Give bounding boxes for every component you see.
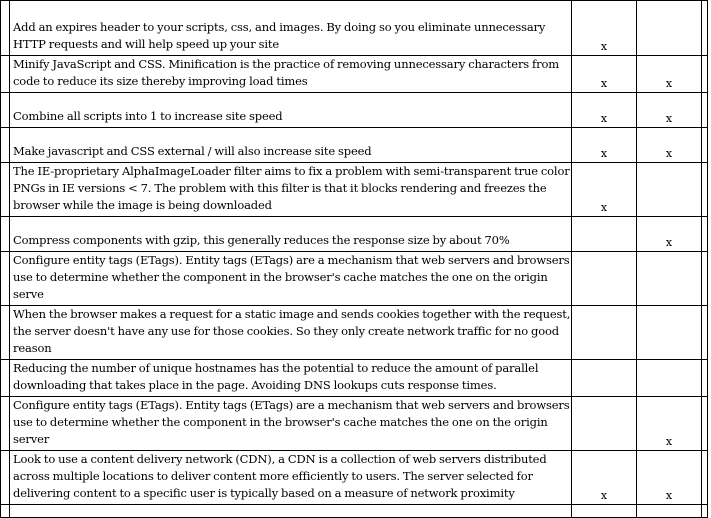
- edge-cell[interactable]: [702, 360, 708, 397]
- description-cell[interactable]: [10, 252, 572, 306]
- table-row: [1, 306, 708, 360]
- mark-cell-col2[interactable]: [637, 306, 702, 360]
- table-row: [1, 217, 708, 252]
- description-cell[interactable]: [10, 1, 572, 56]
- table-row: [1, 1, 708, 56]
- mark-cell-col2[interactable]: [637, 397, 702, 451]
- mark-cell-col2[interactable]: [637, 56, 702, 93]
- description-text: The IE-proprietary AlphaImageLoader filter aims to fix a problem with semi-transparent true color PNGs in IE versions < 7. The problem with this filter is that it blocks rendering and freezes the browser while the image is being downloaded: [13, 164, 570, 212]
- row-gutter-cell[interactable]: [1, 56, 10, 93]
- mark-text: x: [665, 435, 673, 448]
- row-gutter-cell[interactable]: [1, 505, 10, 518]
- table-row: [1, 93, 708, 128]
- mark-cell-col2[interactable]: [637, 1, 702, 56]
- edge-cell[interactable]: [702, 163, 708, 217]
- mark-cell-col2[interactable]: [637, 163, 702, 217]
- mark-text: x: [600, 112, 608, 125]
- empty-cell[interactable]: [10, 505, 572, 518]
- description-cell[interactable]: [10, 217, 572, 252]
- description-cell[interactable]: [10, 360, 572, 397]
- description-text: Reducing the number of unique hostnames has the potential to reduce the amount of parallel downloading that takes place in the page. Avoiding DNS lookups cuts response times.: [13, 361, 539, 392]
- mark-cell-col1[interactable]: [572, 93, 637, 128]
- empty-cell[interactable]: [637, 505, 702, 518]
- table-row: [1, 505, 708, 518]
- mark-cell-col1[interactable]: [572, 217, 637, 252]
- description-text: Add an expires header to your scripts, css, and images. By doing so you eliminate unnecessary HTTP requests and will help speed up your site: [13, 20, 546, 51]
- row-gutter-cell[interactable]: [1, 1, 10, 56]
- row-gutter-cell[interactable]: [1, 128, 10, 163]
- mark-text: x: [600, 40, 608, 53]
- mark-text: x: [665, 489, 673, 502]
- row-gutter-cell[interactable]: [1, 451, 10, 505]
- edge-cell[interactable]: [702, 397, 708, 451]
- description-text: Combine all scripts into 1 to increase site speed: [13, 109, 283, 123]
- table-row: [1, 397, 708, 451]
- mark-cell-col2[interactable]: [637, 128, 702, 163]
- mark-text: x: [600, 201, 608, 214]
- mark-text: x: [600, 147, 608, 160]
- mark-text: x: [600, 77, 608, 90]
- mark-cell-col2[interactable]: [637, 93, 702, 128]
- mark-cell-col1[interactable]: [572, 306, 637, 360]
- table-row: [1, 451, 708, 505]
- edge-cell[interactable]: [702, 93, 708, 128]
- description-text: Configure entity tags (ETags). Entity tags (ETags) are a mechanism that web servers and browsers use to determine whether the component in the browser's cache matches the one on the origin serve: [13, 253, 570, 301]
- description-cell[interactable]: [10, 163, 572, 217]
- description-text: When the browser makes a request for a static image and sends cookies together with the request, the server doesn't have any use for those cookies. So they only create network traffic for no good reason: [13, 307, 571, 355]
- mark-text: x: [665, 112, 673, 125]
- row-gutter-cell[interactable]: [1, 163, 10, 217]
- edge-cell[interactable]: [702, 1, 708, 56]
- description-cell[interactable]: [10, 451, 572, 505]
- edge-cell[interactable]: [702, 56, 708, 93]
- row-gutter-cell[interactable]: [1, 217, 10, 252]
- table-row: [1, 56, 708, 93]
- edge-cell[interactable]: [702, 252, 708, 306]
- mark-cell-col1[interactable]: [572, 56, 637, 93]
- row-gutter-cell[interactable]: [1, 360, 10, 397]
- edge-cell[interactable]: [702, 505, 708, 518]
- row-gutter-cell[interactable]: [1, 252, 10, 306]
- edge-cell[interactable]: [702, 217, 708, 252]
- mark-cell-col1[interactable]: [572, 128, 637, 163]
- description-text: Make javascript and CSS external / will also increase site speed: [13, 144, 372, 158]
- mark-cell-col2[interactable]: [637, 252, 702, 306]
- edge-cell[interactable]: [702, 306, 708, 360]
- description-cell[interactable]: [10, 93, 572, 128]
- description-text: Minify JavaScript and CSS. Minification is the practice of removing unnecessary characters from code to reduce its size thereby improving load times: [13, 57, 560, 88]
- mark-cell-col2[interactable]: [637, 360, 702, 397]
- mark-cell-col1[interactable]: [572, 1, 637, 56]
- empty-cell[interactable]: [572, 505, 637, 518]
- description-text: Compress components with gzip, this generally reduces the response size by about 70%: [13, 233, 510, 247]
- description-text: Look to use a content delivery network (CDN), a CDN is a collection of web servers distributed across multiple locations to deliver content more efficiently to users. The server selected for delivering content to a specific user is typically based on a measure of network proximity: [13, 452, 547, 500]
- description-text: Configure entity tags (ETags). Entity tags (ETags) are a mechanism that web servers and browsers use to determine whether the component in the browser's cache matches the one on the origin server: [13, 398, 570, 446]
- mark-text: x: [600, 489, 608, 502]
- table-row: [1, 163, 708, 217]
- mark-cell-col2[interactable]: [637, 451, 702, 505]
- table-row: [1, 252, 708, 306]
- description-cell[interactable]: [10, 397, 572, 451]
- mark-cell-col1[interactable]: [572, 252, 637, 306]
- mark-cell-col1[interactable]: [572, 397, 637, 451]
- description-cell[interactable]: [10, 306, 572, 360]
- row-gutter-cell[interactable]: [1, 93, 10, 128]
- row-gutter-cell[interactable]: [1, 306, 10, 360]
- mark-text: x: [665, 147, 673, 160]
- description-cell[interactable]: [10, 56, 572, 93]
- row-gutter-cell[interactable]: [1, 397, 10, 451]
- edge-cell[interactable]: [702, 128, 708, 163]
- edge-cell[interactable]: [702, 451, 708, 505]
- table-row: [1, 360, 708, 397]
- mark-cell-col2[interactable]: [637, 217, 702, 252]
- mark-cell-col1[interactable]: [572, 360, 637, 397]
- mark-cell-col1[interactable]: [572, 163, 637, 217]
- description-cell[interactable]: [10, 128, 572, 163]
- mark-text: x: [665, 236, 673, 249]
- table-row: [1, 128, 708, 163]
- mark-text: x: [665, 77, 673, 90]
- mark-cell-col1[interactable]: [572, 451, 637, 505]
